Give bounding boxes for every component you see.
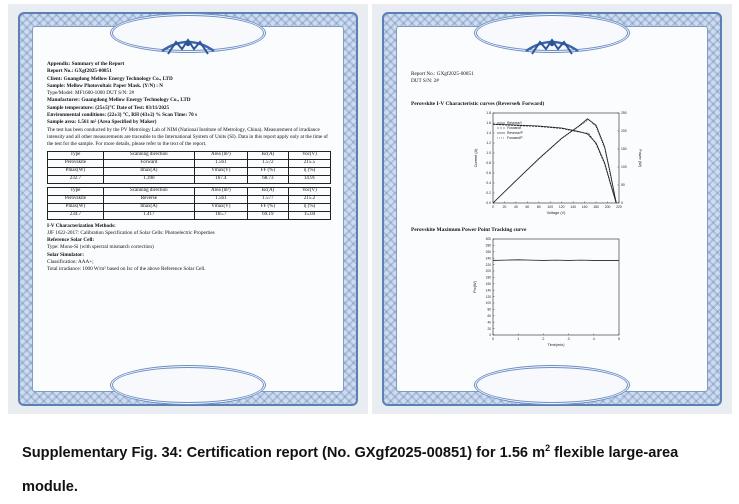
table-cell: 15.04 (288, 211, 330, 219)
irradiance-line: Total irradiance: 1000 W/m² based on Isc of the above Reference Solar Cell. (47, 266, 206, 273)
simulator-class: Classification: AAA+; (47, 259, 94, 266)
y2-tick-label: 50 (621, 183, 625, 188)
manufacturer-line: Manufacturer: Guangdong Mellow Energy Technology Co., LTD (47, 97, 191, 104)
table-cell: Vmax(V) (194, 167, 247, 175)
y-tick-label: 0.4 (486, 181, 491, 186)
table-row (48, 203, 331, 211)
report-statement: The test has been conducted by the PV Metrology Lab of NIM (National Institute of Metrology, China). Measurement of irradiance intensity and all other measurements are traceable to the International System of Units (SI). Data in this report apply only at the time of the test for the sample. For more details, please refer to the text of the report. (47, 126, 328, 148)
y2-tick-label: 0 (621, 201, 623, 206)
certificate-body (32, 26, 344, 392)
table-cell: Imax(A) (103, 167, 194, 175)
x-tick-label: 180 (593, 205, 599, 209)
table-cell: 165.7 (194, 211, 247, 219)
table-cell: Imax(A) (103, 203, 194, 211)
y-tick-label: 1.4 (486, 131, 491, 136)
y-tick-label: 280 (485, 243, 491, 248)
client-line: Client: Guangdong Mellow Energy Technology Co., LTD (47, 75, 173, 82)
curves-content (411, 71, 695, 86)
table-cell: Isc(A) (247, 151, 288, 159)
table-cell: η (%) (288, 167, 330, 175)
table-cell: Isc(A) (247, 187, 288, 195)
y-tick-label: 0.6 (486, 171, 491, 176)
table-cell: Voc(V) (288, 151, 330, 159)
y-axis-label: Current (A) (474, 148, 478, 168)
summary-content (47, 61, 331, 274)
nim-logo-icon (160, 35, 216, 57)
summary-heading: Appendix: Summary of the Report (47, 61, 125, 67)
certificate-page-curves (372, 4, 732, 414)
y-tick-label: 120 (485, 294, 491, 299)
y-tick-label: 40 (487, 320, 491, 325)
guilloche-border (382, 12, 722, 406)
sample-temperature-line: Sample temperature: (25±5)°C Date of Test: 03/11/2025 (47, 104, 170, 111)
table-cell: 1.572 (247, 159, 288, 167)
table-row (48, 151, 331, 159)
sample-area-line: Sample area: 1.561 m² (Area Specified by Maker) (47, 119, 157, 126)
y-tick-label: 80 (487, 307, 491, 312)
nim-logo-icon (524, 35, 580, 57)
table-row (48, 195, 331, 203)
x-tick-label: 3 (567, 337, 570, 341)
y-tick-label: 160 (485, 282, 491, 286)
table-cell: Pmax(W) (48, 203, 104, 211)
y-tick-label: 1.8 (486, 111, 491, 116)
table-cell: Area (m²) (194, 151, 247, 159)
legend-label: Reverse/I (507, 121, 522, 126)
table-cell: Type (48, 151, 104, 159)
x-tick-label: 60 (525, 205, 530, 209)
y-tick-label: 1.2 (486, 141, 491, 146)
y-tick-label: 220 (485, 262, 491, 267)
y-tick-label: 0.8 (486, 161, 491, 166)
forward-results-table (47, 151, 331, 184)
table-cell: 215.2 (288, 195, 330, 203)
type-model-line: Type/Model: MF1600-1000 DUT S/N: 2# (47, 90, 135, 97)
iv-chart-title: Perovskite I-V Characteristic curves (Reverse& Forward) (411, 101, 545, 107)
legend-label: Forward/P (507, 136, 523, 141)
table-cell: 232.7 (48, 175, 104, 183)
table-cell: Area (m²) (194, 187, 247, 195)
methods-heading: I-V Characterization Methods: (47, 222, 116, 229)
legend-label: Forward/I (507, 126, 522, 131)
table-row (48, 159, 331, 167)
table-cell: Scanning direction (103, 187, 194, 195)
table-cell: 1.390 (103, 175, 194, 183)
y-tick-label: 240 (485, 256, 491, 261)
y-tick-label: 0 (489, 333, 491, 338)
x-tick-label: 80 (536, 205, 541, 209)
table-cell: Pmax(W) (48, 167, 104, 175)
y2-axis-label: Power (W) (638, 149, 642, 167)
table-cell: Type (48, 187, 104, 195)
y-tick-label: 260 (485, 250, 491, 254)
table-cell: 1.577 (247, 195, 288, 203)
table-cell: 68.73 (247, 175, 288, 183)
methods-standard: JJF 1622-2017: Calibration Specification of Solar Cells: Photoelectric Properties (47, 229, 215, 236)
legend-label: Reverse/P (507, 131, 523, 136)
table-row (48, 187, 331, 195)
sample-line: Sample: Mellow Photovoltaic Paper Mask. (Y/N) : N (47, 82, 164, 89)
table-cell: 234.7 (48, 211, 104, 219)
x-tick-label: 120 (558, 205, 565, 209)
caption-superscript: 2 (545, 443, 551, 454)
table-cell: Forward (103, 159, 194, 167)
y-tick-label: 0.0 (486, 201, 491, 206)
mppt-chart (467, 235, 647, 353)
x-axis-label: Time(min) (547, 343, 565, 347)
y-tick-label: 140 (485, 288, 491, 293)
x-tick-label: 40 (514, 205, 518, 209)
x-tick-label: 4 (592, 337, 595, 341)
x-tick-label: 2 (542, 337, 545, 341)
y-tick-label: 180 (485, 275, 491, 280)
environment-line: Environmental conditions: (22±3) °C, RH (43±2) % Scan Time: 70 s (47, 112, 197, 119)
x-tick-label: 20 (502, 205, 507, 209)
y-tick-label: 1.0 (486, 151, 491, 156)
y-tick-label: 1.6 (486, 121, 491, 126)
y2-tick-label: 100 (621, 165, 627, 170)
y-tick-label: 200 (485, 269, 491, 274)
table-cell: 1.417 (103, 211, 194, 219)
report-number: Report No.: GXgf2025-00851 (47, 68, 112, 75)
y-tick-label: 20 (487, 326, 491, 331)
table-cell: 167.4 (194, 175, 247, 183)
table-cell: 1.561 (194, 195, 247, 203)
y-tick-label: 0.2 (486, 191, 491, 196)
figure-caption (22, 436, 727, 504)
y-tick-label: 300 (485, 237, 491, 242)
y-tick-label: 60 (487, 314, 491, 318)
reference-cell-type: Type: Mono-Si (with spectral mismatch correction) (47, 244, 154, 251)
table-cell: 1.561 (194, 159, 247, 167)
certificate-body (396, 26, 708, 392)
x-tick-label: 100 (547, 205, 554, 209)
table-cell: Perovskite (48, 159, 104, 167)
table-cell: FF (%) (247, 167, 288, 175)
table-cell: 69.19 (247, 211, 288, 219)
table-cell: η (%) (288, 203, 330, 211)
x-tick-label: 0 (492, 337, 494, 341)
table-cell: Voc(V) (288, 187, 330, 195)
report-number: Report No.: GXgf2025-00851 (411, 71, 474, 77)
table-cell: Scanning direction (103, 151, 194, 159)
iv-chart (467, 107, 647, 219)
table-cell: 14.91 (288, 175, 330, 183)
border-ornament-bottom (110, 365, 266, 405)
table-cell: Reverse (103, 195, 194, 203)
mppt-chart-title: Perovskite Maximum Power Point Tracking curve (411, 227, 527, 233)
y-tick-label: 100 (485, 301, 491, 306)
table-cell: 215.5 (288, 159, 330, 167)
table-row (48, 175, 331, 183)
plot-frame (493, 239, 619, 335)
guilloche-border (18, 12, 358, 406)
simulator-heading: Solar Simulator: (47, 251, 84, 258)
table-cell: Perovskite (48, 195, 104, 203)
x-axis-label: Voltage (V) (546, 211, 566, 215)
y2-tick-label: 250 (621, 111, 627, 116)
table-row (48, 167, 331, 175)
x-tick-label: 5 (618, 337, 620, 341)
dut-serial: DUT S/N: 2# (411, 78, 439, 85)
series-line-pm (493, 260, 619, 261)
x-tick-label: 160 (581, 205, 588, 209)
table-cell: FF (%) (247, 203, 288, 211)
x-tick-label: 220 (616, 205, 622, 209)
y-axis-label: Pm(W) (473, 281, 477, 293)
x-tick-label: 0 (492, 205, 494, 209)
certificate-page-summary (8, 4, 368, 414)
reference-cell-heading: Reference Solar Cell: (47, 237, 95, 244)
y2-tick-label: 150 (621, 147, 627, 152)
table-row (48, 211, 331, 219)
x-tick-label: 200 (604, 205, 611, 209)
caption-text-end: flexible large-area module. (22, 445, 679, 495)
x-tick-label: 1 (517, 337, 520, 341)
x-tick-label: 140 (570, 205, 577, 209)
caption-text: Supplementary Fig. 34: Certification report (No. GXgf2025-00851) for 1.56 m (22, 445, 546, 461)
y2-tick-label: 200 (621, 129, 627, 134)
reverse-results-table (47, 187, 331, 220)
table-cell: Vmax(V) (194, 203, 247, 211)
border-ornament-bottom (474, 365, 630, 405)
